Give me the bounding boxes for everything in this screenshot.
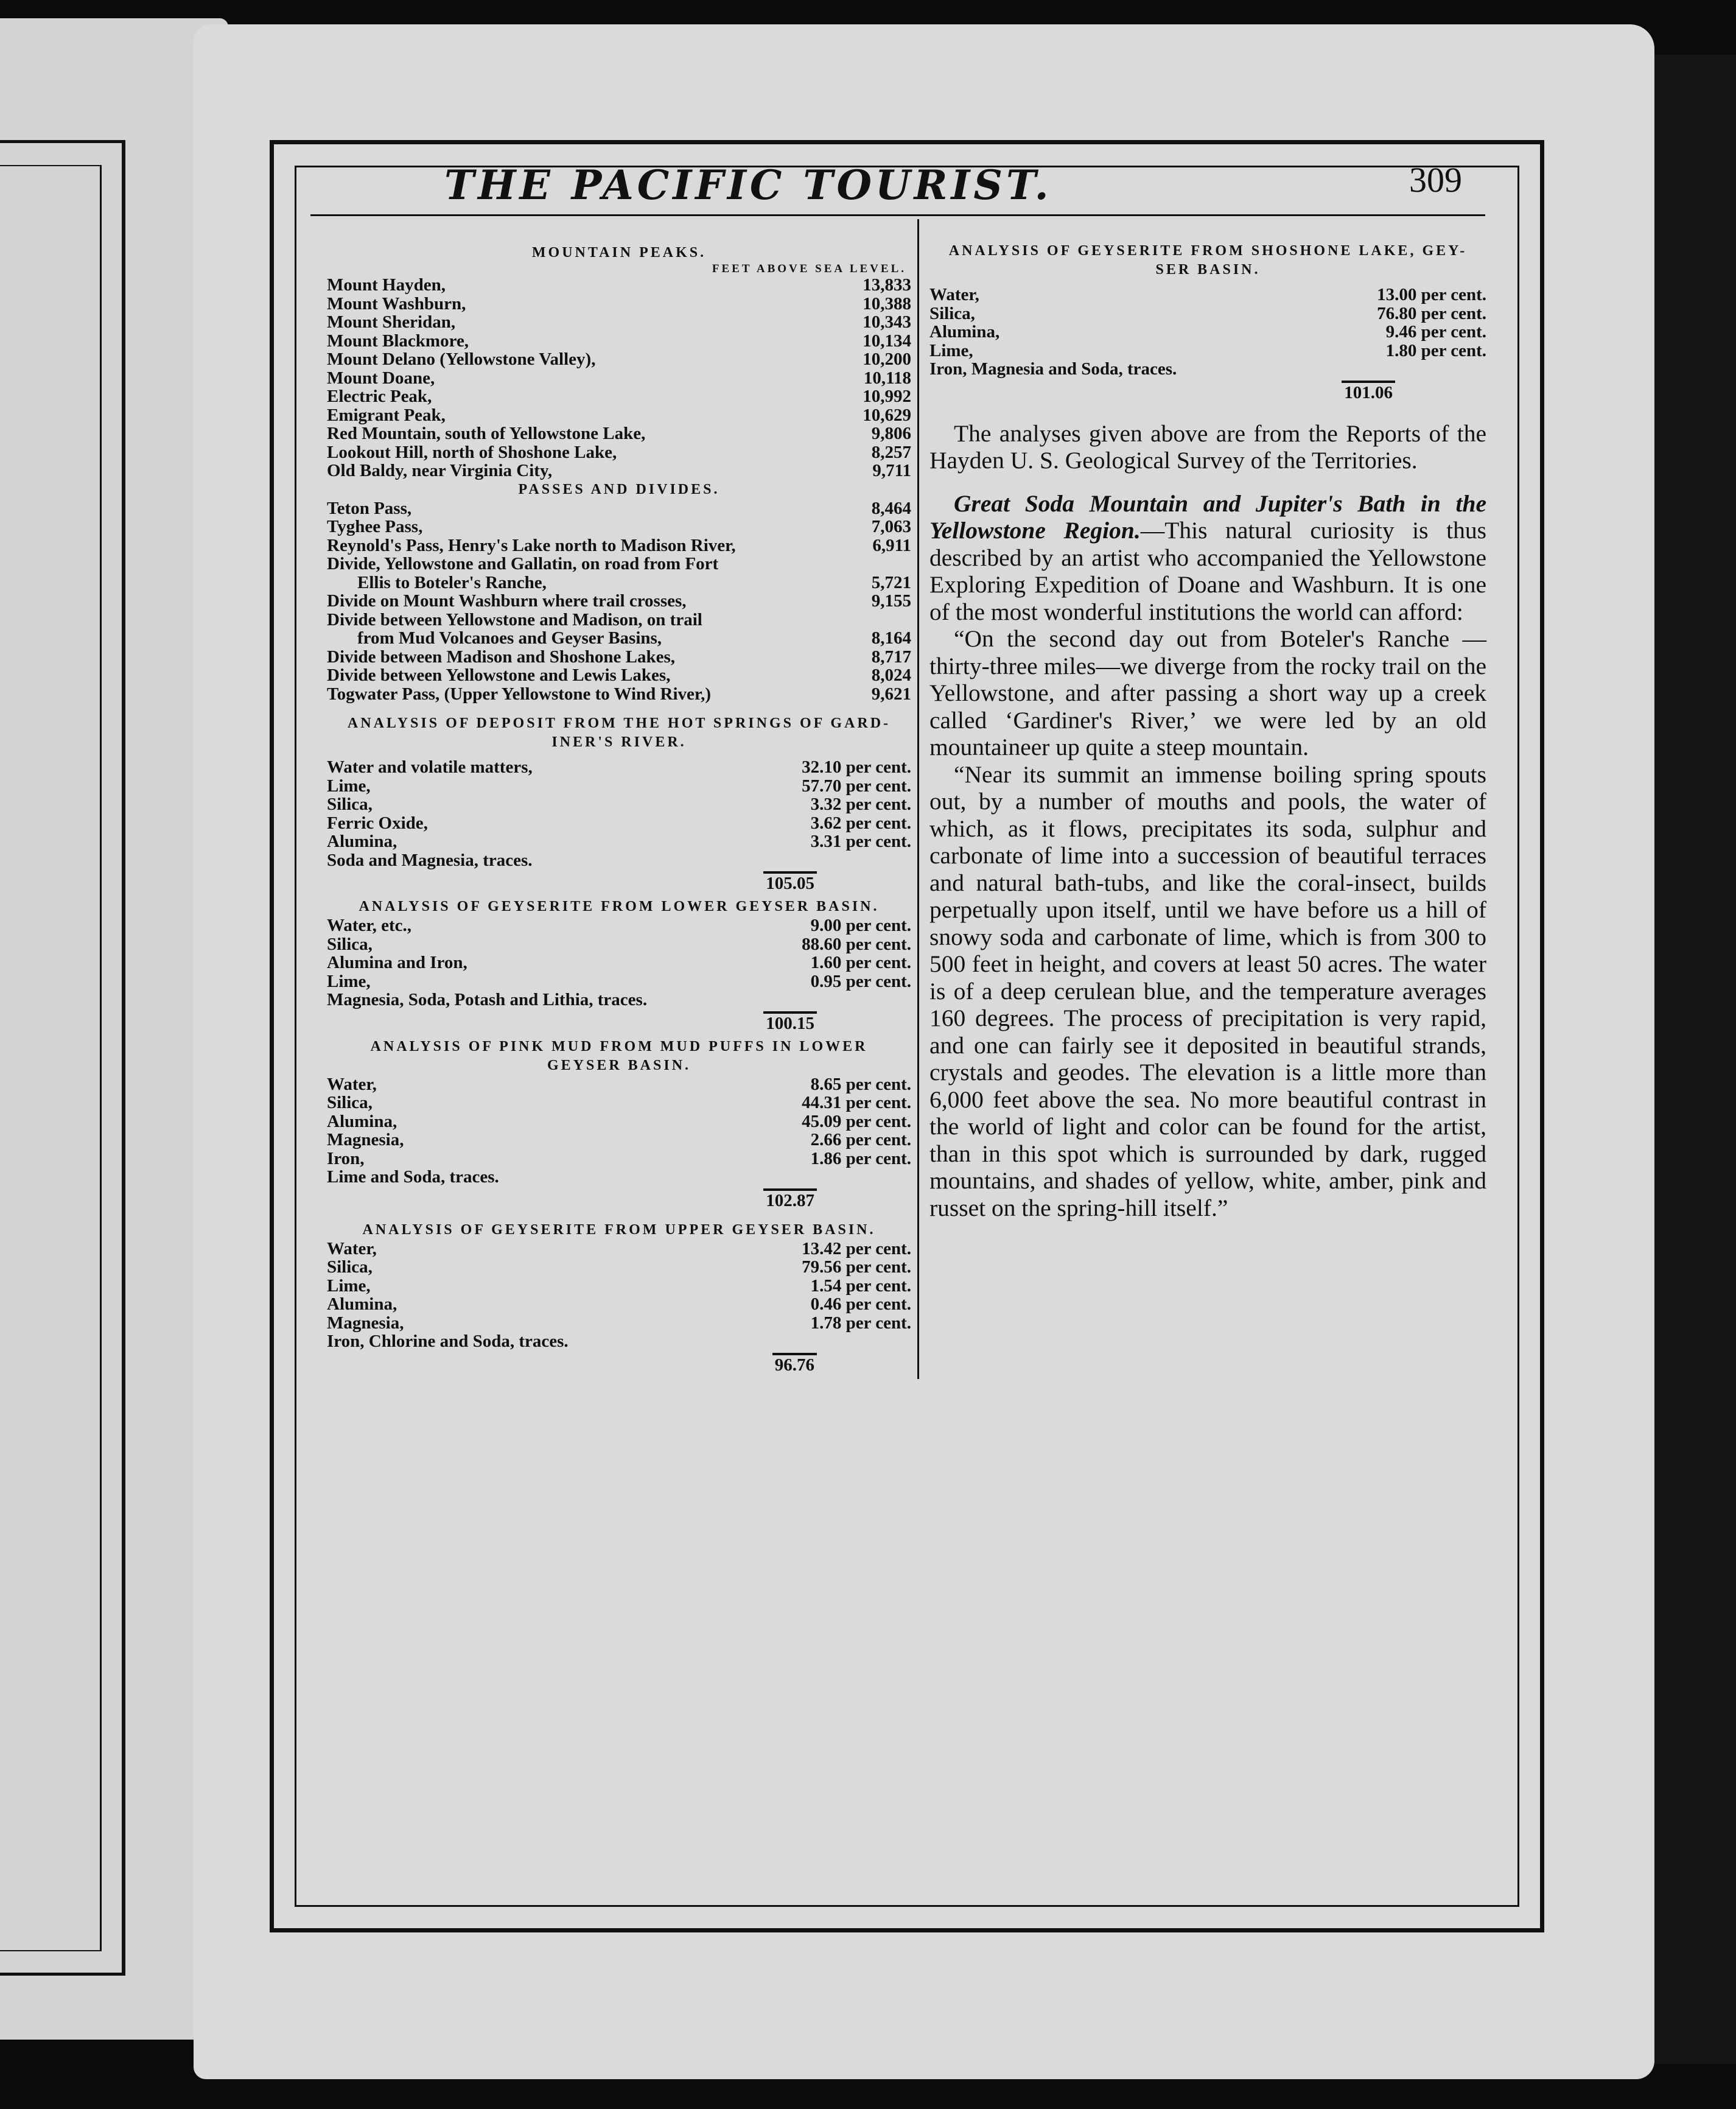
- table-row: [327, 832, 911, 851]
- peak-elevation: 8,257: [871, 442, 911, 462]
- table-row: [327, 935, 911, 954]
- page-number: 309: [1409, 160, 1462, 200]
- left-page-border: [0, 140, 125, 1976]
- constituent: Lime,: [327, 776, 371, 796]
- table-row: [327, 313, 911, 332]
- constituent: Magnesia, Soda, Potash and Lithia, traces.: [327, 990, 648, 1009]
- percentage: 13.00 per cent.: [1377, 285, 1486, 304]
- percentage: 8.65 per cent.: [810, 1074, 911, 1094]
- pass-elevation: 5,721: [871, 572, 911, 592]
- upper-basin-analysis-total: 96.76: [327, 1351, 911, 1379]
- constituent: Magnesia,: [327, 1130, 404, 1149]
- table-row: [327, 387, 911, 406]
- percentage: 0.95 per cent.: [810, 971, 911, 991]
- percentage: 3.62 per cent.: [810, 813, 911, 833]
- table-row: [327, 461, 911, 480]
- percentage: 57.70 per cent.: [802, 776, 911, 796]
- lower-basin-analysis-total: 100.15: [327, 1009, 911, 1037]
- constituent: Alumina,: [327, 1111, 397, 1131]
- peak-elevation: 10,629: [863, 405, 911, 425]
- constituent: Lime,: [327, 1276, 371, 1296]
- lower-basin-analysis-table: [327, 916, 911, 1009]
- percentage: 9.00 per cent.: [810, 916, 911, 935]
- constituent: Water, etc.,: [327, 916, 412, 935]
- table-row: [327, 1277, 911, 1296]
- pass-elevation: 8,164: [871, 628, 911, 648]
- constituent: Alumina,: [327, 832, 397, 851]
- table-row: [327, 648, 911, 667]
- percentage: [765, 851, 911, 870]
- peak-elevation: 10,134: [863, 331, 911, 351]
- table-row: [327, 972, 911, 991]
- pass-elevation: 9,155: [871, 591, 911, 611]
- table-row: [327, 406, 911, 425]
- table-row: [327, 350, 911, 369]
- percentage: 1.60 per cent.: [810, 953, 911, 972]
- table-row: [327, 991, 911, 1009]
- pass-name: Teton Pass,: [327, 498, 412, 518]
- peak-name: Mount Sheridan,: [327, 312, 456, 332]
- percentage: 13.42 per cent.: [802, 1238, 911, 1258]
- table-row: [327, 1075, 911, 1094]
- peak-name: Emigrant Peak,: [327, 405, 446, 425]
- peak-name: Mount Doane,: [327, 368, 435, 388]
- constituent: Alumina,: [929, 322, 1000, 342]
- gardiner-analysis-heading: ANALYSIS OF DEPOSIT FROM THE HOT SPRINGS OF GARD-: [347, 715, 891, 731]
- constituent: Soda and Magnesia, traces.: [327, 850, 533, 870]
- table-row: [327, 518, 911, 536]
- pink-mud-analysis-heading: ANALYSIS OF PINK MUD FROM MUD PUFFS IN LOWER: [370, 1038, 868, 1054]
- upper-basin-analysis-heading: ANALYSIS OF GEYSERITE FROM UPPER GEYSER BASIN.: [362, 1221, 876, 1238]
- table-row: [327, 499, 911, 518]
- reports-paragraph: The analyses given above are from the Reports of the Hayden U. S. Geological Survey of the Territories.: [929, 419, 1486, 474]
- pass-name: Divide between Yellowstone and Lewis Lakes,: [327, 665, 671, 685]
- left-page-inner-border: [0, 165, 102, 1951]
- table-row: [327, 953, 911, 972]
- passes-table: [327, 499, 911, 555]
- pink-mud-analysis-table: [327, 1075, 911, 1187]
- table-row: [327, 592, 911, 611]
- table-row: [327, 795, 911, 814]
- feet-above-sea-level-heading: FEET ABOVE SEA LEVEL.: [712, 262, 906, 275]
- table-row: [327, 276, 911, 295]
- percentage: 3.32 per cent.: [810, 795, 911, 814]
- peak-elevation: 10,118: [863, 368, 911, 388]
- gardiner-analysis-table: [327, 758, 911, 869]
- table-row: [327, 916, 911, 935]
- percentage: [765, 1168, 911, 1187]
- shoshone-analysis-heading-continued: SER BASIN.: [1155, 262, 1261, 278]
- article-body: [929, 420, 1486, 1222]
- constituent: Silica,: [327, 795, 373, 814]
- table-row: [929, 304, 1486, 323]
- table-row: [327, 758, 911, 777]
- pass-name: Togwater Pass, (Upper Yellowstone to Wind River,): [327, 684, 712, 704]
- constituent: Alumina and Iron,: [327, 953, 467, 972]
- pass-elevation: 8,464: [871, 498, 911, 518]
- peak-elevation: 10,388: [863, 293, 911, 314]
- soda-mountain-heading: Great Soda Mountain and Jupiter's Bath in the Yellowstone Region.: [929, 490, 1486, 544]
- shoshone-analysis-table: [929, 286, 1486, 379]
- table-row: [327, 814, 911, 833]
- pink-mud-analysis-total: 102.87: [327, 1187, 911, 1215]
- peak-name: Old Baldy, near Virginia City,: [327, 461, 553, 480]
- gardiner-analysis-total: 105.05: [327, 869, 911, 897]
- pass-name: Divide between Madison and Shoshone Lakes,: [327, 647, 676, 667]
- running-head-title: THE PACIFIC TOURIST.: [444, 161, 1052, 209]
- pass-name: Divide between Yellowstone and Madison, on trail: [327, 609, 702, 630]
- shoshone-analysis-heading: ANALYSIS OF GEYSERITE FROM SHOSHONE LAKE, GEY-: [948, 243, 1468, 259]
- table-row: [929, 342, 1486, 360]
- constituent: Water,: [327, 1238, 377, 1258]
- percentage: 45.09 per cent.: [802, 1111, 911, 1131]
- table-row: [327, 1314, 911, 1333]
- peak-elevation: 10,343: [863, 312, 911, 332]
- constituent: Silica,: [327, 1093, 373, 1112]
- percentage: 1.80 per cent.: [1385, 340, 1486, 360]
- table-row: [929, 286, 1486, 304]
- percentage: 2.66 per cent.: [810, 1130, 911, 1149]
- percentage: 3.31 per cent.: [810, 832, 911, 851]
- left-column: [327, 244, 911, 1379]
- table-row: [327, 332, 911, 351]
- table-row: [327, 369, 911, 388]
- table-row: [327, 666, 911, 685]
- peak-name: Mount Delano (Yellowstone Valley),: [327, 349, 596, 369]
- pass-name-continued: Ellis to Boteler's Ranche,: [357, 572, 547, 592]
- pass-name-continued: from Mud Volcanoes and Geyser Basins,: [357, 628, 662, 648]
- constituent: Lime,: [327, 971, 371, 991]
- table-row: [327, 536, 911, 555]
- table-row: [327, 1131, 911, 1149]
- pass-elevation: 8,717: [871, 647, 911, 667]
- page-edge-shadow: [1643, 55, 1736, 2064]
- table-row: [327, 1258, 911, 1277]
- column-rule: [917, 219, 919, 1379]
- constituent: Ferric Oxide,: [327, 813, 428, 833]
- peak-name: Red Mountain, south of Yellowstone Lake,: [327, 424, 646, 443]
- table-row: [327, 611, 911, 648]
- lower-basin-analysis-heading: ANALYSIS OF GEYSERITE FROM LOWER GEYSER BASIN.: [359, 899, 880, 914]
- constituent: Magnesia,: [327, 1313, 404, 1333]
- quote-paragraph-2: “Near its summit an immense boiling spring spouts out, by a number of mouths and pools, the water of which, as it flows, precipitates its soda, sulphur and carbonate of lime into a succession of beautiful terraces and natural bath-tubs, and like the coral-insect, builds perpetually upon itself, until we have before us a hill of snowy soda and carbonate of lime, which is from 300 to 500 feet in height, and covers at least 50 acres. The water is of a deep cerulean blue, and the temperature averages 160 degrees. The process of precipitation is very rapid, and one can fairly see it deposited in beautiful strands, crystals and geodes. The elevation is a little more than 6,000 feet above the sea. No more beautiful contrast in the world of light and color can be found for the artist, than in this spot which is surrounded by dark, rugged mountains, and shades of yellow, white, amber, pink and russet on the spring-hill itself.”: [929, 760, 1486, 1221]
- percentage: 9.46 per cent.: [1385, 322, 1486, 342]
- constituent: Water,: [929, 285, 979, 304]
- peak-name: Mount Blackmore,: [327, 331, 469, 351]
- pass-elevation: 6,911: [872, 535, 911, 555]
- percentage: 0.46 per cent.: [810, 1294, 911, 1314]
- pass-name: Divide on Mount Washburn where trail crosses,: [327, 591, 687, 611]
- constituent: Water,: [327, 1074, 377, 1094]
- constituent: Alumina,: [327, 1294, 397, 1314]
- table-row: [327, 1093, 911, 1112]
- quote-paragraph-1: “On the second day out from Boteler's Ranche —thirty-three miles—we diverge from the rocky trail on the Yellowstone, and after passing a short way up a creek called ‘Gardiner's River,’ we were led by an old mountaineer up quite a steep mountain.: [929, 625, 1486, 760]
- table-row: [929, 323, 1486, 342]
- percentage: 1.78 per cent.: [810, 1313, 911, 1333]
- pass-elevation: 8,024: [871, 665, 911, 685]
- constituent: Silica,: [327, 934, 373, 954]
- peak-name: Electric Peak,: [327, 387, 432, 406]
- pass-name: Reynold's Pass, Henry's Lake north to Madison River,: [327, 535, 736, 555]
- right-column: [929, 242, 1486, 1221]
- peak-elevation: 9,711: [872, 461, 911, 480]
- table-row: [327, 555, 911, 592]
- constituent: Iron, Magnesia and Soda, traces.: [929, 359, 1177, 379]
- peak-name: Lookout Hill, north of Shoshone Lake,: [327, 442, 617, 462]
- pink-mud-analysis-heading-continued: GEYSER BASIN.: [547, 1057, 691, 1073]
- peak-elevation: 13,833: [863, 275, 911, 295]
- percentage: [1353, 360, 1486, 379]
- table-row: [327, 1168, 911, 1187]
- table-row: [327, 851, 911, 870]
- soda-mountain-text: —This natural curiosity is thus described by an artist who accompanied the Yellowstone Exploring Expedition of Doane and Washburn. It is one of the most wonderful institutions the world can afford:: [929, 517, 1486, 625]
- percentage: 32.10 per cent.: [802, 757, 911, 777]
- upper-basin-analysis-table: [327, 1240, 911, 1351]
- constituent: Water and volatile matters,: [327, 757, 533, 777]
- constituent: Iron, Chlorine and Soda, traces.: [327, 1332, 569, 1351]
- table-row: [327, 424, 911, 443]
- constituent: Silica,: [327, 1257, 373, 1277]
- mountain-peaks-heading: MOUNTAIN PEAKS.: [531, 245, 707, 261]
- table-row: [327, 1149, 911, 1168]
- table-row: [327, 1295, 911, 1314]
- table-row: [327, 443, 911, 462]
- table-row: [327, 777, 911, 796]
- peak-name: Mount Washburn,: [327, 293, 466, 314]
- table-row: [327, 295, 911, 314]
- percentage: 79.56 per cent.: [802, 1257, 911, 1277]
- constituent: Silica,: [929, 303, 975, 323]
- table-row: [327, 685, 911, 704]
- peak-elevation: 10,992: [863, 387, 911, 406]
- mountain-peaks-table: [327, 276, 911, 480]
- passes-heading: PASSES AND DIVIDES.: [518, 481, 720, 497]
- constituent: Iron,: [327, 1148, 365, 1168]
- peak-elevation: 10,200: [863, 349, 911, 369]
- constituent: Lime,: [929, 340, 973, 360]
- percentage: [765, 991, 911, 1009]
- peak-name: Mount Hayden,: [327, 275, 446, 295]
- table-row: [327, 1240, 911, 1258]
- percentage: 1.54 per cent.: [810, 1276, 911, 1296]
- pass-name: Tyghee Pass,: [327, 517, 423, 536]
- pass-name: Divide, Yellowstone and Gallatin, on road from Fort: [327, 554, 719, 574]
- percentage: 88.60 per cent.: [802, 934, 911, 954]
- pass-elevation: 9,621: [871, 684, 911, 704]
- shoshone-analysis-total: 101.06: [929, 379, 1486, 407]
- table-row: [327, 1112, 911, 1131]
- table-row: [929, 360, 1486, 379]
- soda-mountain-paragraph: [929, 490, 1486, 626]
- percentage: 76.80 per cent.: [1377, 303, 1486, 323]
- percentage: 1.86 per cent.: [810, 1148, 911, 1168]
- constituent: Lime and Soda, traces.: [327, 1167, 499, 1187]
- percentage: [765, 1332, 911, 1351]
- peak-elevation: 9,806: [871, 424, 911, 443]
- passes-table-end: [327, 648, 911, 704]
- gardiner-analysis-heading-continued: INER'S RIVER.: [551, 734, 687, 750]
- header-rule: [310, 214, 1485, 216]
- table-row: [327, 1332, 911, 1351]
- percentage: 44.31 per cent.: [802, 1093, 911, 1112]
- pass-elevation: 7,063: [871, 517, 911, 536]
